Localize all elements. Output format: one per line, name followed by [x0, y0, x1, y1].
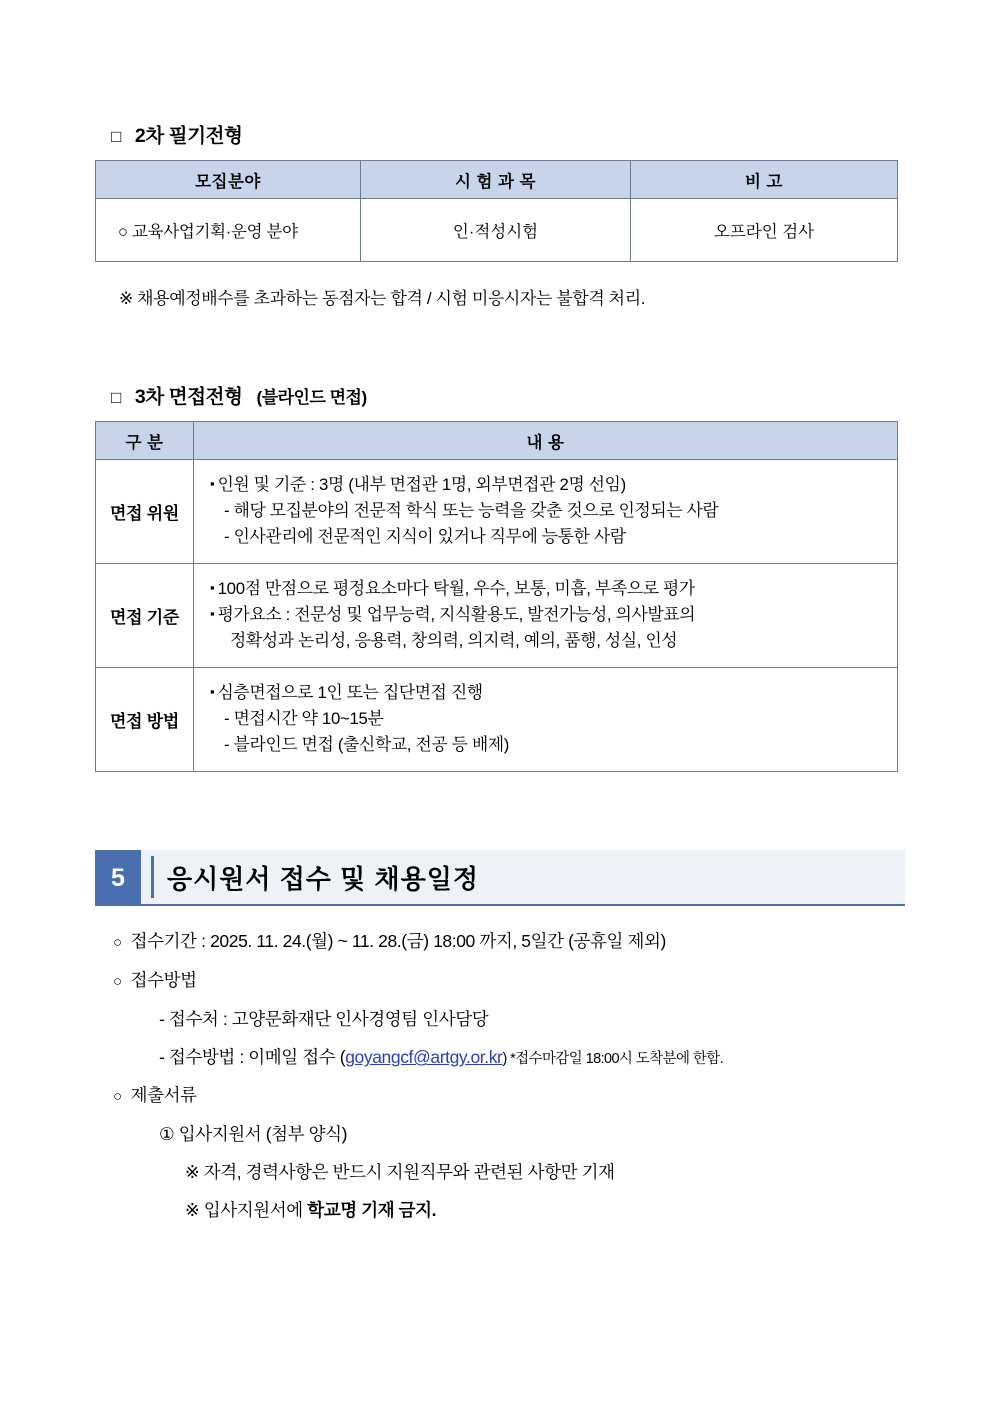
table-header-row [96, 422, 898, 460]
documents-item-1: ① 입사지원서 (첨부 양식) [159, 1124, 348, 1145]
content-line: - 해당 모집분야의 전문적 학식 또는 능력을 갖춘 것으로 인정되는 사람 [224, 501, 719, 521]
section-banner-title-wrap [141, 850, 905, 906]
cell-gubun-committee: 면접 위원 [96, 460, 194, 564]
content-line: - 면접시간 약 10~15분 [224, 709, 384, 729]
content-line: ▪ 인원 및 기준 : 3명 (내부 면접관 1명, 외부면접관 2명 선임) [210, 472, 887, 498]
written-exam-table [95, 160, 898, 262]
col-header-remark: 비 고 [631, 161, 898, 199]
section-banner-schedule [95, 850, 905, 906]
circle-bullet-icon: ○ [113, 1088, 122, 1106]
period-text: 접수기간 : 2025. 11. 24.(월) ~ 11. 28.(금) 18:00 까지, 5일간 (공휴일 제외) [130, 931, 666, 952]
section-subtitle-interview: (블라인드 면접) [256, 388, 367, 407]
content-line: ▪ 100점 만점으로 평정요소마다 탁월, 우수, 보통, 미흡, 부족으로 평가 [210, 576, 887, 602]
content-line: - 블라인드 면접 (출신학교, 전공 등 배제) [224, 735, 510, 755]
cell-content-committee [194, 460, 898, 564]
documents-text: 제출서류 [130, 1085, 197, 1106]
square-bullet-icon: □ [111, 388, 121, 407]
documents-note-2 [185, 1197, 897, 1222]
section-number: 5 [95, 850, 141, 906]
circle-bullet-icon: ○ [113, 934, 122, 952]
method-text: 접수방법 [130, 970, 197, 991]
list-item-documents [113, 1082, 897, 1107]
col-header-content: 내 용 [194, 422, 898, 460]
section-title-schedule: 응시원서 접수 및 채용일정 [167, 863, 479, 894]
section-heading-written [111, 120, 897, 148]
table-row [96, 199, 898, 262]
method-sub-receiver: - 접수처 : 고양문화재단 인사경영팀 인사담당 [159, 1009, 489, 1030]
content-line: 정확성과 논리성, 응용력, 창의력, 의지력, 예의, 품행, 성실, 인성 [230, 631, 678, 651]
col-header-field: 모집분야 [96, 161, 361, 199]
list-item-period [113, 928, 897, 953]
email-link[interactable]: goyangcf@artgy.or.kr [345, 1047, 503, 1068]
section-title-written: 2차 필기전형 [134, 125, 243, 147]
col-header-gubun: 구 분 [96, 422, 194, 460]
cell-content-method [194, 668, 898, 772]
documents-note-1: ※ 자격, 경력사항은 반드시 지원직무와 관련된 사항만 기재 [185, 1162, 615, 1183]
table-row [96, 460, 898, 564]
method-sub-email-line [159, 1044, 897, 1069]
cell-subject: 인·적성시험 [361, 199, 631, 262]
square-bullet-icon: □ [111, 127, 121, 146]
cell-gubun-method: 면접 방법 [96, 668, 194, 772]
content-line: - 인사관리에 전문적인 지식이 있거나 직무에 능통한 사람 [224, 527, 626, 547]
documents-note-2-bold: 학교명 기재 금지. [307, 1200, 437, 1221]
schedule-body-list [113, 928, 897, 1222]
written-exam-note: ※ 채용예정배수를 초과하는 동점자는 합격 / 시험 미응시자는 불합격 처리. [119, 289, 646, 308]
interview-table [95, 421, 898, 772]
table-header-row [96, 161, 898, 199]
cell-content-criteria [194, 564, 898, 668]
cell-gubun-criteria: 면접 기준 [96, 564, 194, 668]
content-line: ▪ 심층면접으로 1인 또는 집단면접 진행 [210, 680, 887, 706]
documents-note-2-pre: ※ 입사지원서에 [185, 1200, 308, 1221]
cell-remark: 오프라인 검사 [631, 199, 898, 262]
table-row [96, 564, 898, 668]
method-sub-email-pre: - 접수방법 : 이메일 접수 ( [159, 1047, 346, 1068]
table-row [96, 668, 898, 772]
method-sub-email-post: ) *접수마감일 18:00시 도착분에 한함. [502, 1051, 724, 1068]
cell-field: ○ 교육사업기획·운영 분야 [96, 199, 361, 262]
section-heading-interview [111, 381, 897, 409]
list-item-method [113, 967, 897, 992]
section-title-interview: 3차 면접전형 [134, 386, 243, 408]
circle-bullet-icon: ○ [113, 973, 122, 991]
content-line: ▪ 평가요소 : 전문성 및 업무능력, 지식활용도, 발전가능성, 의사발표의 [210, 602, 887, 628]
col-header-subject: 시 험 과 목 [361, 161, 631, 199]
